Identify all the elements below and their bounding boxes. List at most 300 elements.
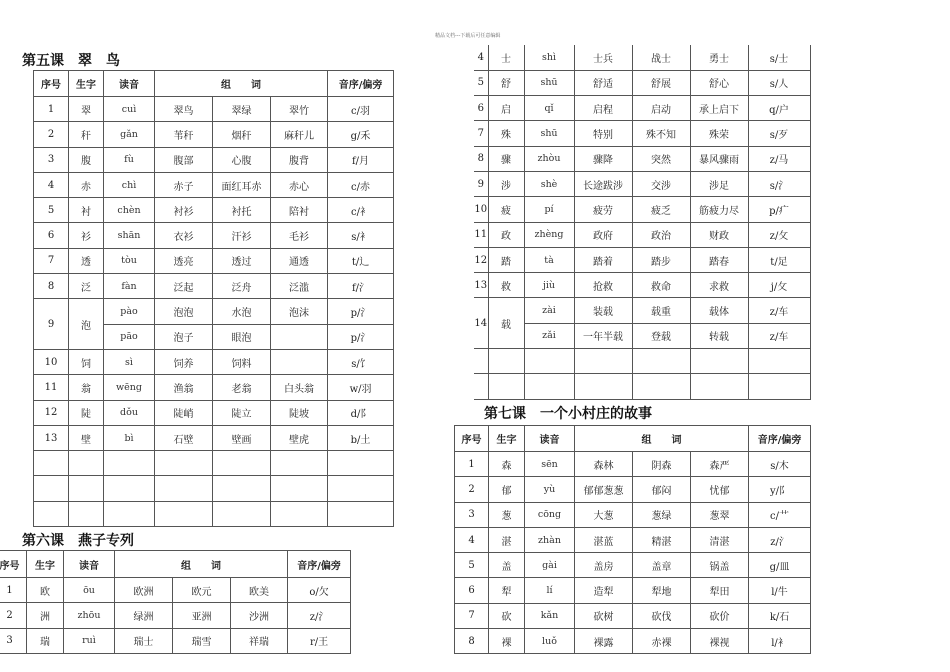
cell-index: 4 [474, 45, 488, 70]
cell-word: 锅盖 [691, 553, 749, 578]
cell-word: 精湛 [633, 527, 691, 552]
cell-word: 森严 [691, 452, 749, 477]
cell-word: 陡立 [213, 400, 271, 425]
cell-word: 老翁 [213, 375, 271, 400]
cell-radical: s/衤 [328, 223, 394, 248]
lesson7-table [454, 425, 811, 654]
empty-row [34, 476, 394, 501]
cell-index: 5 [34, 198, 69, 223]
cell-index: 4 [34, 172, 69, 197]
cell-word: 战士 [632, 45, 690, 70]
cell-word: 毛衫 [271, 223, 328, 248]
cell-index: 8 [34, 274, 69, 299]
cell-index: 3 [455, 502, 489, 527]
empty-row [34, 451, 394, 476]
cell-word: 湛蓝 [575, 527, 633, 552]
cell-pinyin: shān [104, 223, 155, 248]
cell-word: 勇士 [690, 45, 748, 70]
cell-radical: q/户 [748, 96, 810, 121]
cell-pinyin: jiù [524, 273, 574, 298]
cell-word: 政府 [574, 222, 632, 247]
cell-char: 涉 [488, 171, 524, 196]
cell-pinyin: zhàn [525, 527, 575, 552]
cell-pinyin: ruì [64, 628, 115, 653]
cell-char: 洲 [27, 603, 64, 628]
cell-word: 泡子 [155, 324, 213, 349]
cell-word: 心腹 [213, 147, 271, 172]
cell-radical: c/羽 [328, 97, 394, 122]
cell-radical: s/士 [748, 45, 810, 70]
cell-word: 面红耳赤 [213, 172, 271, 197]
cell-radical: z/马 [748, 146, 810, 171]
cell-word: 踏着 [574, 247, 632, 272]
table-row [455, 629, 811, 654]
cell-word: 大葱 [575, 502, 633, 527]
cell-pinyin: zhōu [64, 603, 115, 628]
cell-pinyin: lí [525, 578, 575, 603]
header-index: 序号 [455, 426, 489, 452]
cell-word: 翠竹 [271, 97, 328, 122]
cell-word: 石壁 [155, 425, 213, 450]
header-radical: 音序/偏旁 [288, 551, 351, 578]
cell-pinyin: luǒ [525, 629, 575, 654]
cell-word: 筋疲力尽 [690, 197, 748, 222]
cell-pinyin: dǒu [104, 400, 155, 425]
table-row [34, 97, 394, 122]
cell-pinyin: wēng [104, 375, 155, 400]
table-row [455, 452, 811, 477]
table-row [474, 273, 810, 298]
cell-word: 泡沫 [271, 299, 328, 324]
cell-word: 踏步 [632, 247, 690, 272]
cell-word: 裸视 [691, 629, 749, 654]
cell-char: 瑞 [27, 628, 64, 653]
cell-word: 郁郁葱葱 [575, 477, 633, 502]
cell-word: 衬衫 [155, 198, 213, 223]
table-row [474, 247, 810, 272]
cell-char: 湛 [489, 527, 525, 552]
cell-word: 砍价 [691, 603, 749, 628]
cell-radical: c/赤 [328, 172, 394, 197]
table-row [455, 477, 811, 502]
cell-word: 郁闷 [633, 477, 691, 502]
cell-word: 葱绿 [633, 502, 691, 527]
cell-char: 舒 [488, 70, 524, 95]
cell-index: 6 [34, 223, 69, 248]
cell-word: 腹部 [155, 147, 213, 172]
cell-word: 透过 [213, 248, 271, 273]
header-char: 生字 [69, 71, 104, 97]
table-row [34, 425, 394, 450]
cell-word: 壁画 [213, 425, 271, 450]
cell-radical: z/氵 [288, 603, 351, 628]
cell-radical: z/攵 [748, 222, 810, 247]
table-row [34, 248, 394, 273]
header-radical: 音序/偏旁 [749, 426, 811, 452]
cell-word: 求救 [690, 273, 748, 298]
cell-char: 衫 [69, 223, 104, 248]
cell-radical: o/欠 [288, 578, 351, 603]
table-row [474, 96, 810, 121]
cell-index: 3 [0, 628, 27, 653]
empty-row [474, 374, 810, 399]
cell-word: 财政 [690, 222, 748, 247]
table-row [34, 400, 394, 425]
cell-pinyin: chèn [104, 198, 155, 223]
cell-index: 10 [474, 197, 488, 222]
cell-char: 裸 [489, 629, 525, 654]
cell-radical: p/氵 [328, 324, 394, 349]
cell-pinyin: tòu [104, 248, 155, 273]
header-words: 组 词 [115, 551, 288, 578]
cell-char: 砍 [489, 603, 525, 628]
table-row [34, 122, 394, 147]
cell-pinyin: gǎn [104, 122, 155, 147]
cell-word: 腹背 [271, 147, 328, 172]
cell-index: 6 [474, 96, 488, 121]
cell-index: 10 [34, 349, 69, 374]
cell-char: 衬 [69, 198, 104, 223]
cell-pinyin: kǎn [525, 603, 575, 628]
cell-word: 装载 [574, 298, 632, 323]
cell-word: 砍伐 [633, 603, 691, 628]
cell-word: 登载 [632, 323, 690, 348]
cell-pinyin: shè [524, 171, 574, 196]
cell-index: 1 [34, 97, 69, 122]
cell-index: 11 [474, 222, 488, 247]
cell-word: 森林 [575, 452, 633, 477]
cell-word: 欧元 [173, 578, 231, 603]
cell-pinyin: fàn [104, 274, 155, 299]
cell-word: 踏春 [690, 247, 748, 272]
cell-pinyin: sì [104, 349, 155, 374]
cell-radical: k/石 [749, 603, 811, 628]
cell-word: 启动 [632, 96, 690, 121]
cell-index: 7 [474, 121, 488, 146]
cell-radical: g/禾 [328, 122, 394, 147]
cell-pinyin: gài [525, 553, 575, 578]
lesson5-title: 第五课 翠 鸟 [22, 53, 120, 69]
cell-char: 踏 [488, 247, 524, 272]
header-index: 序号 [34, 71, 69, 97]
lesson6-table-part2 [474, 45, 811, 400]
header-pinyin: 读音 [104, 71, 155, 97]
cell-word: 交涉 [632, 171, 690, 196]
cell-index: 13 [474, 273, 488, 298]
cell-radical: s/饣 [328, 349, 394, 374]
cell-word: 阴森 [633, 452, 691, 477]
cell-radical: z/车 [748, 323, 810, 348]
empty-row [474, 349, 810, 374]
cell-word: 透亮 [155, 248, 213, 273]
cell-index: 2 [34, 122, 69, 147]
cell-radical: t/足 [748, 247, 810, 272]
cell-pinyin: fù [104, 147, 155, 172]
cell-char: 疲 [488, 197, 524, 222]
cell-word: 汗衫 [213, 223, 271, 248]
cell-pinyin: tà [524, 247, 574, 272]
cell-index: 13 [34, 425, 69, 450]
cell-char: 殊 [488, 121, 524, 146]
cell-word: 政治 [632, 222, 690, 247]
cell-index: 2 [455, 477, 489, 502]
cell-word: 赤裸 [633, 629, 691, 654]
table-row [474, 45, 810, 70]
header-pinyin: 读音 [525, 426, 575, 452]
cell-index: 2 [0, 603, 27, 628]
cell-radical: l/衤 [749, 629, 811, 654]
cell-char: 翠 [69, 97, 104, 122]
cell-word: 舒适 [574, 70, 632, 95]
table-row [455, 578, 811, 603]
cell-word: 陡坡 [271, 400, 328, 425]
table-row [474, 298, 810, 323]
cell-pinyin: pí [524, 197, 574, 222]
cell-word: 水泡 [213, 299, 271, 324]
header-pinyin: 读音 [64, 551, 115, 578]
cell-word: 盖章 [633, 553, 691, 578]
cell-word: 亚洲 [173, 603, 231, 628]
cell-pinyin: zhèng [524, 222, 574, 247]
cell-index: 7 [455, 603, 489, 628]
cell-word: 救命 [632, 273, 690, 298]
cell-radical: j/攵 [748, 273, 810, 298]
cell-radical: d/阝 [328, 400, 394, 425]
cell-pinyin: yù [525, 477, 575, 502]
cell-pinyin: zài [524, 298, 574, 323]
cell-radical: r/王 [288, 628, 351, 653]
cell-word: 犁田 [691, 578, 749, 603]
cell-char: 腹 [69, 147, 104, 172]
cell-char: 陡 [69, 400, 104, 425]
cell-radical: y/阝 [749, 477, 811, 502]
cell-word: 白头翁 [271, 375, 328, 400]
cell-word: 通透 [271, 248, 328, 273]
cell-pinyin: qǐ [524, 96, 574, 121]
cell-pinyin: sēn [525, 452, 575, 477]
cell-radical: c/艹 [749, 502, 811, 527]
cell-word: 特别 [574, 121, 632, 146]
cell-index: 1 [0, 578, 27, 603]
lesson6-table-part1 [0, 550, 351, 654]
table-row [0, 578, 351, 603]
header-words: 组 词 [155, 71, 328, 97]
cell-word: 清湛 [691, 527, 749, 552]
cell-char: 森 [489, 452, 525, 477]
cell-radical: b/土 [328, 425, 394, 450]
cell-pinyin: zhòu [524, 146, 574, 171]
cell-char: 政 [488, 222, 524, 247]
table-row [455, 603, 811, 628]
header-char: 生字 [489, 426, 525, 452]
cell-word: 舒心 [690, 70, 748, 95]
cell-word [271, 349, 328, 374]
cell-word: 泡泡 [155, 299, 213, 324]
cell-word: 涉足 [690, 171, 748, 196]
page-header-note: 精品文档---下载后可任意编辑 [435, 33, 501, 39]
cell-char: 饲 [69, 349, 104, 374]
cell-word: 疲劳 [574, 197, 632, 222]
cell-index: 11 [34, 375, 69, 400]
table-row [474, 70, 810, 95]
cell-char: 壁 [69, 425, 104, 450]
cell-word: 绿洲 [115, 603, 173, 628]
cell-radical: p/氵 [328, 299, 394, 324]
cell-word: 泛起 [155, 274, 213, 299]
cell-word: 造犁 [575, 578, 633, 603]
cell-index: 9 [474, 171, 488, 196]
table-row [34, 349, 394, 374]
table-row [34, 375, 394, 400]
cell-word: 盖房 [575, 553, 633, 578]
cell-char: 犁 [489, 578, 525, 603]
cell-word: 祥瑞 [231, 628, 288, 653]
cell-index: 4 [455, 527, 489, 552]
cell-radical: s/木 [749, 452, 811, 477]
cell-word: 苇秆 [155, 122, 213, 147]
cell-word [271, 324, 328, 349]
cell-word: 抢救 [574, 273, 632, 298]
cell-index: 12 [34, 400, 69, 425]
cell-word: 欧洲 [115, 578, 173, 603]
table-row [474, 121, 810, 146]
header-radical: 音序/偏旁 [328, 71, 394, 97]
cell-radical: l/牛 [749, 578, 811, 603]
cell-word: 泛滥 [271, 274, 328, 299]
cell-radical: w/羽 [328, 375, 394, 400]
cell-index: 12 [474, 247, 488, 272]
cell-word: 欧美 [231, 578, 288, 603]
cell-index: 9 [34, 299, 69, 350]
cell-word: 葱翠 [691, 502, 749, 527]
header-index: 序号 [0, 551, 27, 578]
cell-word: 载体 [690, 298, 748, 323]
lesson6-title: 第六课 燕子专列 [22, 533, 134, 549]
table-row [455, 527, 811, 552]
table-row [474, 222, 810, 247]
cell-char: 翁 [69, 375, 104, 400]
cell-word: 骤降 [574, 146, 632, 171]
cell-word: 饲料 [213, 349, 271, 374]
cell-word: 眼泡 [213, 324, 271, 349]
cell-word: 长途跋涉 [574, 171, 632, 196]
table-row [0, 603, 351, 628]
table-row [474, 146, 810, 171]
cell-word: 壁虎 [271, 425, 328, 450]
cell-char: 葱 [489, 502, 525, 527]
cell-word: 翠鸟 [155, 97, 213, 122]
cell-index: 14 [474, 298, 488, 349]
cell-word: 衬托 [213, 198, 271, 223]
cell-index: 8 [455, 629, 489, 654]
cell-pinyin: chì [104, 172, 155, 197]
cell-char: 泛 [69, 274, 104, 299]
cell-word: 士兵 [574, 45, 632, 70]
cell-word: 陡峭 [155, 400, 213, 425]
cell-word: 赤子 [155, 172, 213, 197]
cell-word: 一年半载 [574, 323, 632, 348]
cell-radical: z/氵 [749, 527, 811, 552]
cell-pinyin: bì [104, 425, 155, 450]
cell-word: 沙洲 [231, 603, 288, 628]
cell-word: 渔翁 [155, 375, 213, 400]
cell-pinyin: cuì [104, 97, 155, 122]
cell-char: 赤 [69, 172, 104, 197]
table-row [474, 323, 810, 348]
header-char: 生字 [27, 551, 64, 578]
cell-word: 转载 [690, 323, 748, 348]
cell-word: 忧郁 [691, 477, 749, 502]
cell-word: 疲乏 [632, 197, 690, 222]
cell-word: 突然 [632, 146, 690, 171]
table-header-row [34, 71, 394, 97]
lesson5-table [33, 70, 394, 527]
cell-pinyin: zǎi [524, 323, 574, 348]
cell-word: 翠绿 [213, 97, 271, 122]
table-row [34, 147, 394, 172]
cell-char: 骤 [488, 146, 524, 171]
cell-word: 饲养 [155, 349, 213, 374]
cell-radical: f/月 [328, 147, 394, 172]
cell-char: 透 [69, 248, 104, 273]
cell-pinyin: pāo [104, 324, 155, 349]
cell-pinyin: pào [104, 299, 155, 324]
cell-word: 泛舟 [213, 274, 271, 299]
table-header-row [0, 551, 351, 578]
cell-word: 舒展 [632, 70, 690, 95]
lesson7-title: 第七课 一个小村庄的故事 [484, 406, 652, 422]
cell-index: 8 [474, 146, 488, 171]
cell-pinyin: ōu [64, 578, 115, 603]
table-row [34, 299, 394, 324]
table-row [34, 223, 394, 248]
cell-char: 救 [488, 273, 524, 298]
cell-word: 陪衬 [271, 198, 328, 223]
cell-char: 盖 [489, 553, 525, 578]
cell-word: 暴风骤雨 [690, 146, 748, 171]
table-row [474, 171, 810, 196]
cell-word: 麻秆儿 [271, 122, 328, 147]
cell-radical: f/氵 [328, 274, 394, 299]
table-row [34, 172, 394, 197]
cell-word: 瑞雪 [173, 628, 231, 653]
cell-word: 载重 [632, 298, 690, 323]
table-row [0, 628, 351, 653]
cell-char: 欧 [27, 578, 64, 603]
cell-pinyin: shì [524, 45, 574, 70]
cell-char: 秆 [69, 122, 104, 147]
table-header-row [455, 426, 811, 452]
cell-char: 郁 [489, 477, 525, 502]
header-words: 组 词 [575, 426, 749, 452]
cell-word: 衣衫 [155, 223, 213, 248]
cell-index: 5 [474, 70, 488, 95]
empty-row [34, 501, 394, 526]
table-row [34, 274, 394, 299]
cell-radical: s/氵 [748, 171, 810, 196]
cell-word: 瑞士 [115, 628, 173, 653]
cell-pinyin: cōng [525, 502, 575, 527]
table-row [474, 197, 810, 222]
cell-index: 3 [34, 147, 69, 172]
cell-radical: p/疒 [748, 197, 810, 222]
table-row [455, 553, 811, 578]
cell-word: 启程 [574, 96, 632, 121]
cell-word: 犁地 [633, 578, 691, 603]
cell-word: 殊不知 [632, 121, 690, 146]
cell-radical: s/人 [748, 70, 810, 95]
cell-radical: t/辶 [328, 248, 394, 273]
